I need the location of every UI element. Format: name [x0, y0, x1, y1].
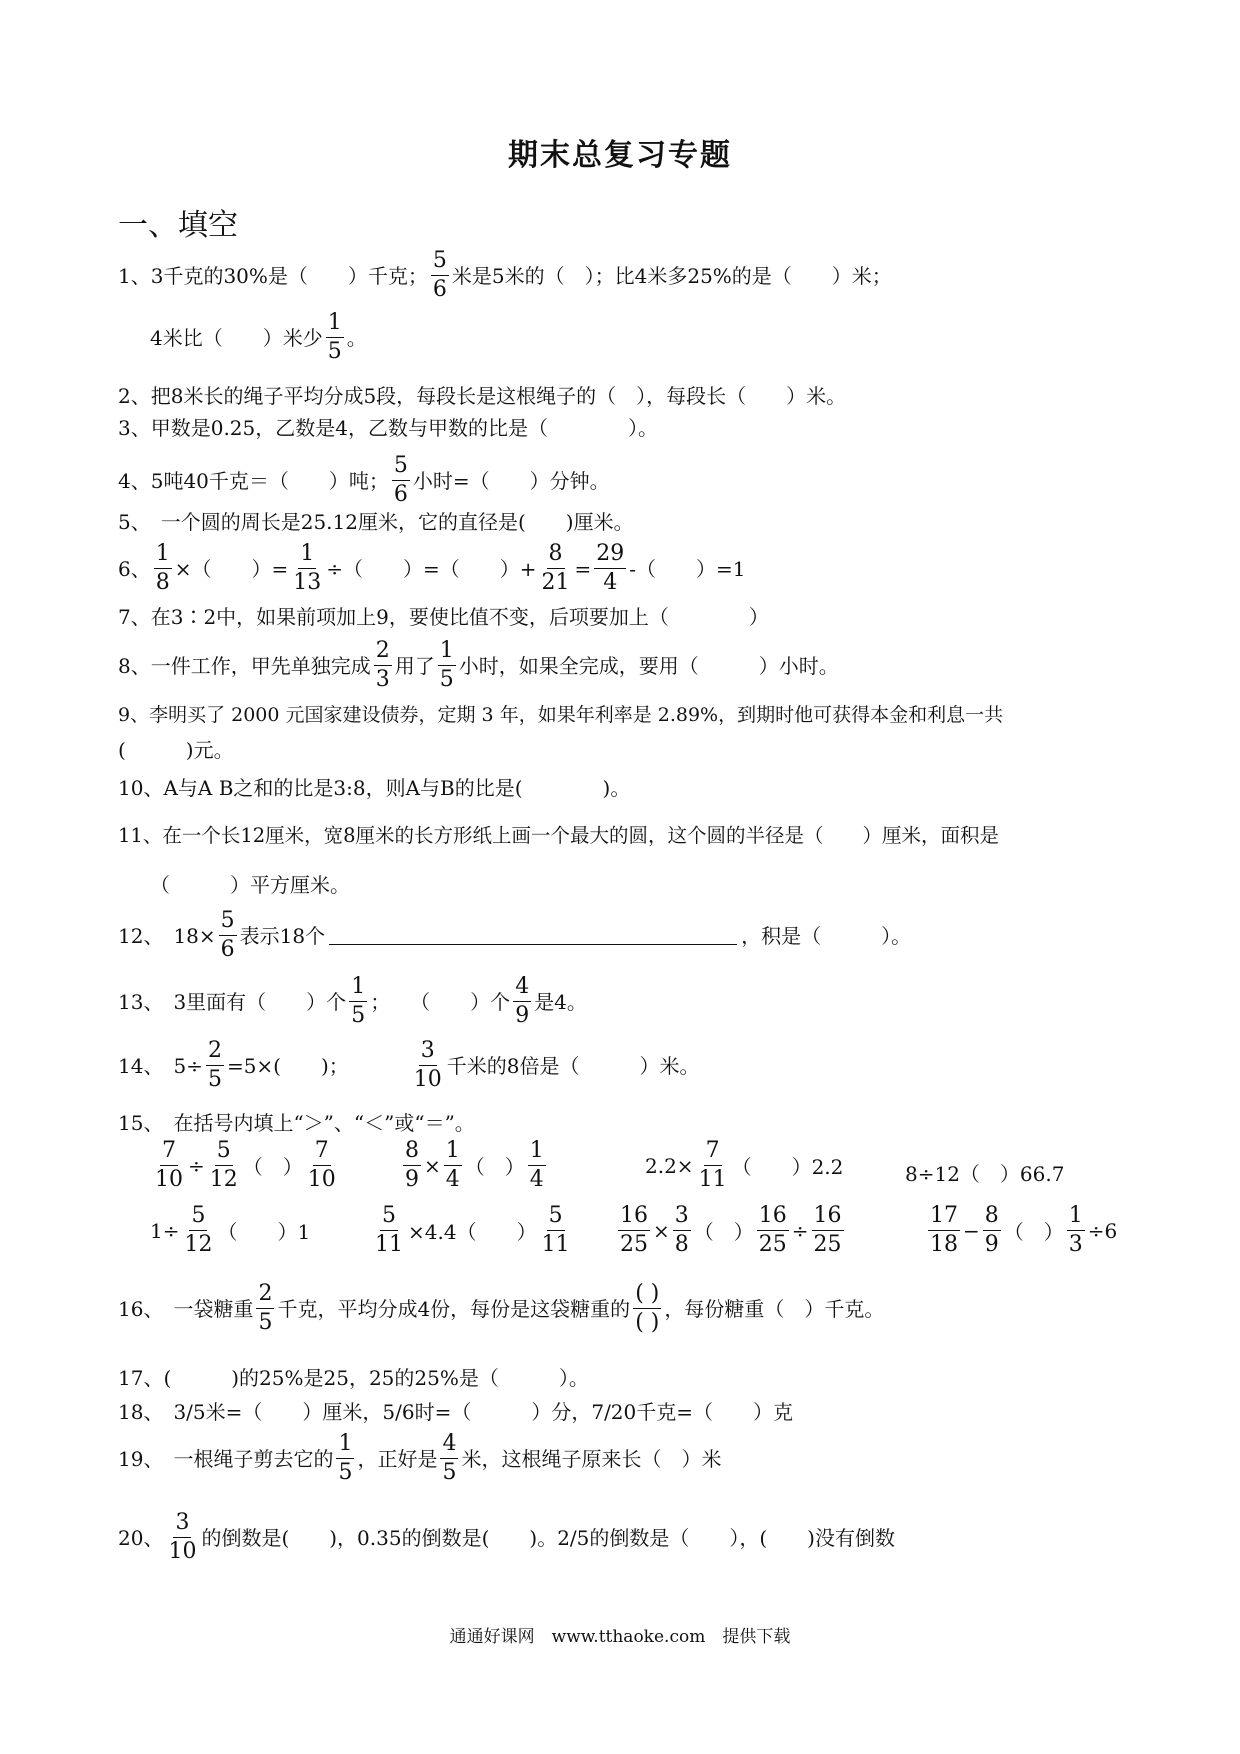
fraction: $\frac{16}{25}$	[620, 1203, 648, 1257]
fraction: $\frac{5}{11}$	[541, 1203, 570, 1257]
question-3: 3、甲数是0.25，乙数是4，乙数与甲数的比是（ ）。	[118, 416, 658, 440]
fraction: $\frac{5}{12}$	[209, 1138, 238, 1192]
fraction: $\frac{5}{6}$	[432, 248, 447, 302]
fraction: $\frac{5}{11}$	[375, 1203, 403, 1257]
fraction: $\frac{29}{4}$	[596, 541, 625, 595]
fraction: $\frac{1}{5}$	[327, 310, 342, 364]
fraction: $\frac{8}{9}$	[405, 1138, 419, 1192]
fraction: $\frac{1}{3}$	[1068, 1203, 1083, 1257]
compare-item-6: $\frac{5}{11}$ ×4.4（ ） $\frac{5}{11}$	[375, 1203, 570, 1257]
question-17: 17、( )的25%是25，25的25%是（ ）。	[118, 1366, 589, 1390]
question-2: 2、把8米长的绳子平均分成5段，每段长是这根绳子的（ ），每段长（ ）米。	[118, 384, 847, 408]
fraction: $\frac{2}{5}$	[258, 1281, 273, 1335]
question-1-line-1: 1、3千克的30%是（ ）千克； $\frac{5}{6}$ 米是5米的（ ）；比4米多25%的是（ ）米；	[118, 248, 892, 302]
question-8: 8、一件工作，甲先单独完成 $\frac{2}{3}$ 用了 $\frac{1}{5}$ 小时，如果全完成，要用（ ）小时。	[118, 638, 839, 692]
question-10: 10、A与A B之和的比是3:8，则A与B的比是( )。	[118, 776, 631, 800]
question-1-line-2: 4米比（ ）米少 $\frac{1}{5}$ 。	[150, 310, 367, 364]
fraction: $\frac{4}{9}$	[515, 974, 530, 1028]
compare-item-1: $\frac{7}{10}$ ÷ $\frac{5}{12}$ （ ） $\frac{7}{10}$	[155, 1138, 336, 1192]
compare-item-4: 8÷12（ ）66.7	[905, 1162, 1065, 1186]
fraction: $\frac{8}{21}$	[541, 541, 570, 595]
fraction: $\frac{5}{6}$	[220, 908, 235, 962]
fraction: $\frac{5}{12}$	[184, 1203, 213, 1257]
fraction: $\frac{1}{13}$	[293, 541, 322, 595]
section-heading: 一、填空	[118, 208, 238, 243]
question-12: 12、 18× $\frac{5}{6}$ 表示18个 ，积是（ ）。	[118, 908, 912, 962]
fraction: $\frac{16}{25}$	[758, 1203, 787, 1257]
fraction: $\frac{3}{10}$	[413, 1038, 442, 1092]
question-9-line-2: ( )元。	[118, 738, 234, 762]
compare-item-3: 2.2× $\frac{7}{11}$ （ ）2.2	[645, 1138, 844, 1192]
compare-item-5: 1÷ $\frac{5}{12}$ （ ）1	[150, 1203, 311, 1257]
fraction: $\frac{1}{4}$	[445, 1138, 460, 1192]
compare-item-8: $\frac{17}{18}$ − $\frac{8}{9}$ （ ） $\frac{1}{3}$ ÷6	[930, 1203, 1118, 1257]
question-14: 14、 5÷ $\frac{2}{5}$ =5×( )； $\frac{3}{10}$ 千米的8倍是（ ）米。	[118, 1038, 700, 1092]
question-11-line-2: （ ）平方厘米。	[150, 873, 350, 897]
fraction: $\frac{8}{9}$	[984, 1203, 999, 1257]
fraction: $\frac{1}{5}$	[338, 1431, 353, 1485]
compare-item-7: $\frac{16}{25}$ × $\frac{3}{8}$ （ ） $\frac{16}{25}$ ÷ $\frac{16}{25}$	[620, 1203, 842, 1257]
fraction: $\frac{4}{5}$	[442, 1431, 457, 1485]
fraction: $\frac{1}{5}$	[351, 974, 366, 1028]
question-19: 19、 一根绳子剪去它的 $\frac{1}{5}$ ，正好是 $\frac{4}{5}$ 米，这根绳子原来长（ ）米	[118, 1431, 722, 1485]
question-20: 20、 $\frac{3}{10}$ 的倒数是( )，0.35的倒数是( )。2/5的倒数是（ ），( )没有倒数	[118, 1510, 895, 1564]
footer-source: 通通好课网 www.tthaoke.com 提供下载	[449, 1627, 791, 1647]
fraction: $\frac{7}{10}$	[307, 1138, 336, 1192]
fraction: $\frac{1}{5}$	[439, 638, 454, 692]
fraction-blank: $\frac{( )}{( )}$	[635, 1281, 660, 1335]
fraction: $\frac{2}{5}$	[207, 1038, 222, 1092]
question-11-line-1: 11、在一个长12厘米，宽8厘米的长方形纸上画一个最大的圆，这个圆的半径是（ ）厘米，面积是	[118, 824, 1000, 847]
fraction: $\frac{3}{8}$	[674, 1203, 689, 1257]
answer-blank-line	[329, 926, 737, 945]
fraction: $\frac{3}{10}$	[168, 1510, 197, 1564]
question-13: 13、 3里面有（ ）个 $\frac{1}{5}$ ； （ ）个 $\frac{4}{9}$ 是4。	[118, 974, 587, 1028]
fraction: $\frac{2}{3}$	[375, 638, 390, 692]
fraction: $\frac{5}{6}$	[393, 453, 408, 507]
fraction: $\frac{1}{8}$	[155, 541, 170, 595]
question-7: 7、在3∶2中，如果前项加上9，要使比值不变，后项要加上（ ）	[118, 605, 769, 629]
compare-item-2: $\frac{8}{9}$ × $\frac{1}{4}$ （ ） $\frac{1}{4}$	[405, 1138, 544, 1192]
question-4: 4、5吨40千克＝（ ）吨； $\frac{5}{6}$ 小时=（ ）分钟。	[118, 453, 610, 507]
question-15-label: 15、 在括号内填上“＞”、“＜”或“＝”。	[118, 1111, 475, 1135]
fraction: $\frac{17}{18}$	[930, 1203, 958, 1257]
fraction: $\frac{16}{25}$	[813, 1203, 842, 1257]
question-6: 6、 $\frac{1}{8}$ ×（ ）= $\frac{1}{13}$ ÷（ ）=（ ）+ $\frac{8}{21}$ = $\frac{29}{4}$ -（ ）=1	[118, 541, 746, 595]
question-16: 16、 一袋糖重 $\frac{2}{5}$ 千克，平均分成4份，每份是这袋糖重的 $\frac{( )}{( )}$ ，每份糖重（ ）千克。	[118, 1281, 885, 1335]
page-title: 期末总复习专题	[508, 138, 732, 173]
fraction: $\frac{7}{10}$	[155, 1138, 183, 1192]
question-9-line-1: 9、李明买了 2000 元国家建设债券，定期 3 年，如果年利率是 2.89%，到期时他可获得本金和利息一共	[118, 704, 1004, 726]
fraction: $\frac{1}{4}$	[529, 1138, 544, 1192]
question-18: 18、 3/5米=（ ）厘米，5/6时=（ ）分，7/20千克=（ ）克	[118, 1400, 794, 1424]
question-5: 5、 一个圆的周长是25.12厘米，它的直径是( )厘米。	[118, 510, 634, 534]
fraction: $\frac{7}{11}$	[698, 1138, 727, 1192]
